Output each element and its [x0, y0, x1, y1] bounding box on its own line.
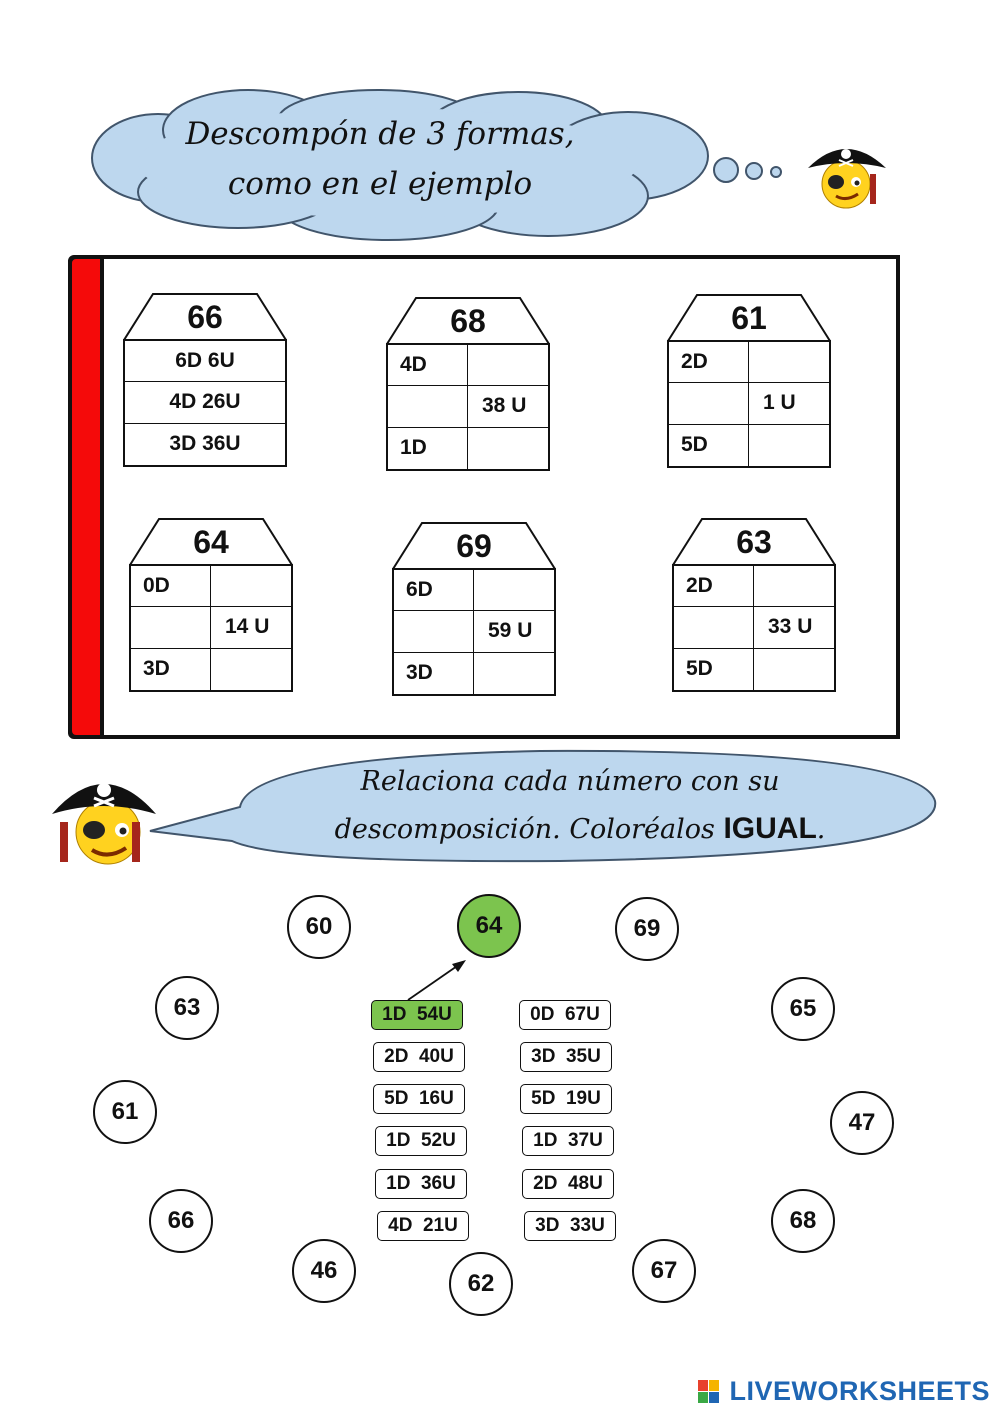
tens-cell: 3D — [394, 653, 474, 694]
decomposition-chip[interactable]: 2D 40U — [373, 1042, 465, 1072]
pirate-emoji-icon — [48, 768, 160, 868]
liveworksheets-logo-icon — [698, 1380, 720, 1404]
decomposition-row: 3D 36U — [169, 432, 241, 456]
decomposition-chip[interactable]: 4D 21U — [377, 1211, 469, 1241]
house-number: 64 — [193, 524, 229, 560]
units-cell: 59 U — [474, 611, 554, 652]
relate-instruction-text: descomposición. Coloréalos — [334, 814, 724, 845]
relate-instruction-line-2 — [300, 812, 860, 846]
number-circle[interactable]: 46 — [292, 1239, 356, 1303]
decomposition-chip[interactable]: 5D 19U — [520, 1084, 612, 1114]
tens-cell: 5D — [674, 649, 754, 690]
tens-cell: 6D — [394, 570, 474, 611]
units-cell: 14 U — [211, 607, 291, 648]
units-cell-input[interactable] — [754, 649, 834, 690]
decomposition-chip[interactable]: 5D 16U — [373, 1084, 465, 1114]
house-number: 61 — [731, 300, 767, 336]
decomposition-chip[interactable]: 1D 36U — [375, 1169, 467, 1199]
units-cell-input[interactable] — [474, 653, 554, 694]
tens-cell-input[interactable] — [388, 386, 468, 427]
relate-instruction-line-1: Relaciona cada número con su — [360, 766, 780, 797]
house-number: 66 — [187, 299, 223, 335]
house-number: 69 — [456, 528, 492, 564]
decomposition-chip[interactable]: 2D 48U — [522, 1169, 614, 1199]
number-circle[interactable]: 68 — [771, 1189, 835, 1253]
number-circle[interactable]: 65 — [771, 977, 835, 1041]
tens-cell-input[interactable] — [669, 383, 749, 424]
tens-cell: 5D — [669, 425, 749, 466]
pirate-emoji-icon — [806, 138, 888, 210]
number-circle[interactable]: 60 — [287, 895, 351, 959]
tens-cell: 1D — [388, 428, 468, 469]
decomposition-row: 6D 6U — [125, 341, 285, 382]
tens-cell-input[interactable] — [674, 607, 754, 648]
red-margin-bar — [68, 255, 104, 739]
tens-cell-input[interactable] — [394, 611, 474, 652]
house-number: 68 — [450, 303, 486, 339]
liveworksheets-logo[interactable]: LIVEWORKSHEETS — [729, 1376, 990, 1406]
decomposition-chip[interactable]: 3D 35U — [520, 1042, 612, 1072]
relate-instruction-period: . — [816, 814, 826, 845]
units-cell: 38 U — [468, 386, 548, 427]
decomposition-chip-highlighted[interactable]: 1D 54U — [371, 1000, 463, 1030]
units-cell-input[interactable] — [474, 570, 554, 611]
units-cell: 33 U — [754, 607, 834, 648]
number-circle[interactable]: 67 — [632, 1239, 696, 1303]
decomposition-row: 4D 26U — [125, 382, 285, 423]
number-circle[interactable]: 61 — [93, 1080, 157, 1144]
units-cell-input[interactable] — [754, 566, 834, 607]
number-circle[interactable]: 62 — [449, 1252, 513, 1316]
units-cell-input[interactable] — [749, 342, 829, 383]
number-circle[interactable]: 63 — [155, 976, 219, 1040]
tens-cell: 0D — [131, 566, 211, 607]
number-circle[interactable]: 47 — [830, 1091, 894, 1155]
number-circle-highlighted[interactable]: 64 — [457, 894, 521, 958]
number-circle[interactable]: 66 — [149, 1189, 213, 1253]
units-cell-input[interactable] — [211, 649, 291, 690]
instruction-line-2: como en el ejemplo — [227, 166, 533, 202]
decomposition-chip[interactable]: 1D 37U — [522, 1126, 614, 1156]
units-cell: 1 U — [749, 383, 829, 424]
tens-cell: 2D — [674, 566, 754, 607]
number-circle[interactable]: 69 — [615, 897, 679, 961]
tens-cell-input[interactable] — [131, 607, 211, 648]
tens-cell: 2D — [669, 342, 749, 383]
units-cell-input[interactable] — [211, 566, 291, 607]
house-number: 63 — [736, 524, 772, 560]
units-cell-input[interactable] — [468, 345, 548, 386]
decomposition-chip[interactable]: 0D 67U — [519, 1000, 611, 1030]
tens-cell: 4D — [388, 345, 468, 386]
relate-instruction-emphasis: IGUAL — [723, 812, 817, 845]
tens-cell: 3D — [131, 649, 211, 690]
decomposition-chip[interactable]: 1D 52U — [375, 1126, 467, 1156]
decomposition-chip[interactable]: 3D 33U — [524, 1211, 616, 1241]
units-cell-input[interactable] — [468, 428, 548, 469]
instruction-line-1: Descompón de 3 formas, — [185, 116, 575, 152]
speech-bubble — [140, 745, 950, 870]
units-cell-input[interactable] — [749, 425, 829, 466]
